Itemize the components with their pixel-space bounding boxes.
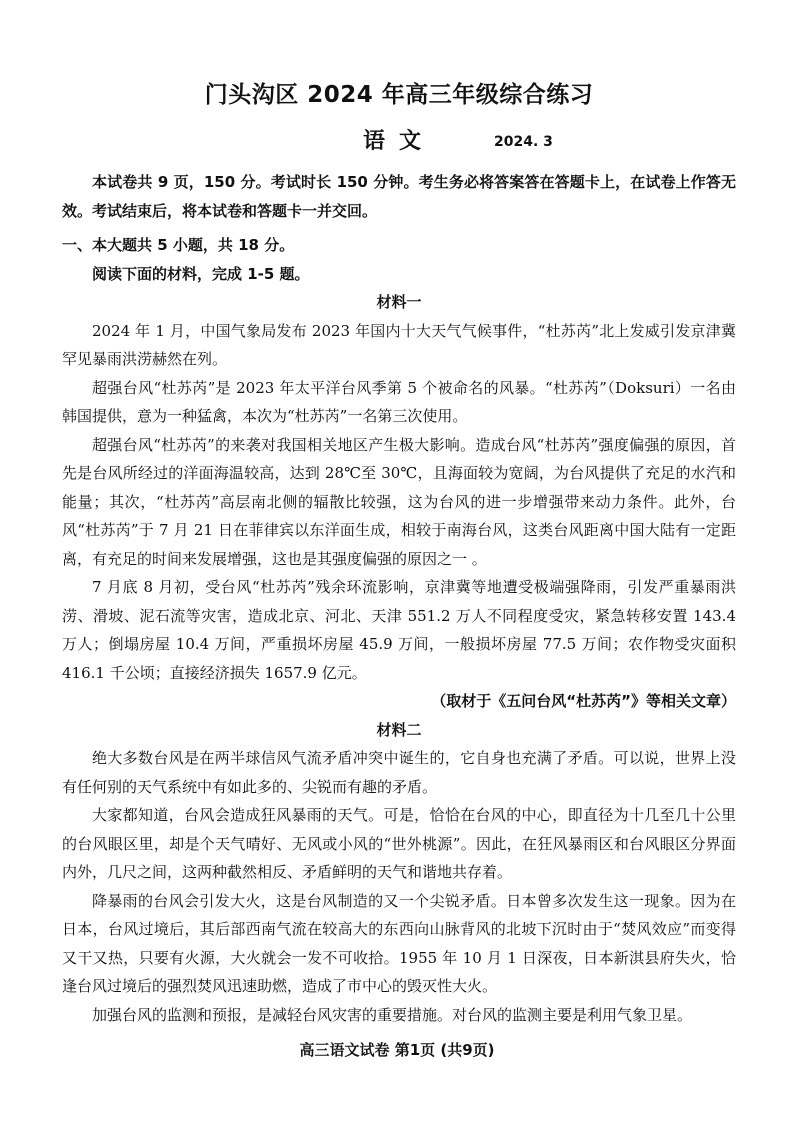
material-2-paragraph: 加强台风的监测和预报，是减轻台风灾害的重要措施。对台风的监测主要是利用气象卫星。 [92,1005,693,1024]
material-1-paragraph: 2024 年 1 月，中国气象局发布 2023 年国内十大天气气候事件，“杜苏芮”北上发威引发京津冀罕见暴雨洪涝赫然在列。 [62,321,736,368]
subject-label: 语文 [362,129,435,154]
material-2-paragraph: 大家都知道，台风会造成狂风暴雨的天气。可是，恰恰在台风的中心，即直径为十几至几十公里的台风眼区里，却是个天气晴好、无风或小风的“世外桃源”。因此，在狂风暴雨区和台风眼区分界面内外，几尺之间，这两种截然相反、矛盾鲜明的天气和谐地共存着。 [62,806,736,881]
material-1-source: （取材于《五问台风“杜苏芮”》等相关文章） [431,692,736,710]
section-instruction: 阅读下面的材料，完成 1-5 题。 [92,264,310,283]
material-2-paragraph: 降暴雨的台风会引发大火，这是台风制造的又一个尖锐矛盾。日本曾多次发生这一现象。因为在日本，台风过境后，其后部西南气流在较高大的东西向山脉背风的北坡下沉时由于“焚风效应”而变得又干又热，只要有火源，大火就会一发不可收拾。1955 年 10 月 1 日深夜，日本新淇县府失火，恰逢台风过境后的强烈焚风迅速助燃，造成了市中心的毁灭性大火。 [62,891,736,995]
material-1-paragraph: 7 月底 8 月初，受台风“杜苏芮”残余环流影响，京津冀等地遭受极端强降雨，引发严重暴雨洪涝、滑坡、泥石流等灾害，造成北京、河北、天津 551.2 万人不同程度受灾，紧急转移安置 143.4 万人；倒塌房屋 10.4 万间，严重损坏房屋 45.9 万间，一般损坏房屋 77.5 万间；农作物受灾面积 416.1 千公顷；直接经济损失 1657.9 亿元。 [62,578,736,682]
subject-row [62,120,736,164]
material-1-title: 材料一 [376,293,422,311]
page-footer: 高三语文试卷 第1页 (共9页) [299,1041,495,1059]
section-heading: 一、本大题共 5 小题，共 18 分。 [62,236,295,254]
material-1-paragraph: 超强台风“杜苏芮”是 2023 年太平洋台风季第 5 个被命名的风暴。“杜苏芮”（Doksuri）一名由韩国提供，意为一种猛禽，本次为“杜苏芮”一名第三次使用。 [62,378,736,425]
material-1-paragraph: 超强台风“杜苏芮”的来袭对我国相关地区产生极大影响。造成台风“杜苏芮”强度偏强的原因，首先是台风所经过的洋面海温较高，达到 28℃至 30℃，且海面较为宽阔，为台风提供了充足的水汽和能量；其次，“杜苏芮”高层南北侧的辐散比较强，这为台风的进一步增强带来动力条件。此外，台风“杜苏芮”于 7 月 21 日在菲律宾以东洋面生成，相较于南海台风，这类台风距离中国大陆有一定距离，有充足的时间来发展增强，这也是其强度偏强的原因之一 。 [62,435,736,568]
material-2-title: 材料二 [376,720,422,739]
exam-date: 2024. 3 [494,134,553,150]
exam-title: 门头沟区 2024 年高三年级综合练习 [204,82,594,108]
exam-notice: 本试卷共 9 页，150 分。考试时长 150 分钟。考生务必将答案答在答题卡上，在试卷上作答无效。考试结束后，将本试卷和答题卡一并交回。 [62,173,736,220]
material-2-paragraph: 绝大多数台风是在两半球信风气流矛盾冲突中诞生的，它自身也充满了矛盾。可以说，世界上没有任何别的天气系统中有如此多的、尖锐而有趣的矛盾。 [62,749,736,796]
